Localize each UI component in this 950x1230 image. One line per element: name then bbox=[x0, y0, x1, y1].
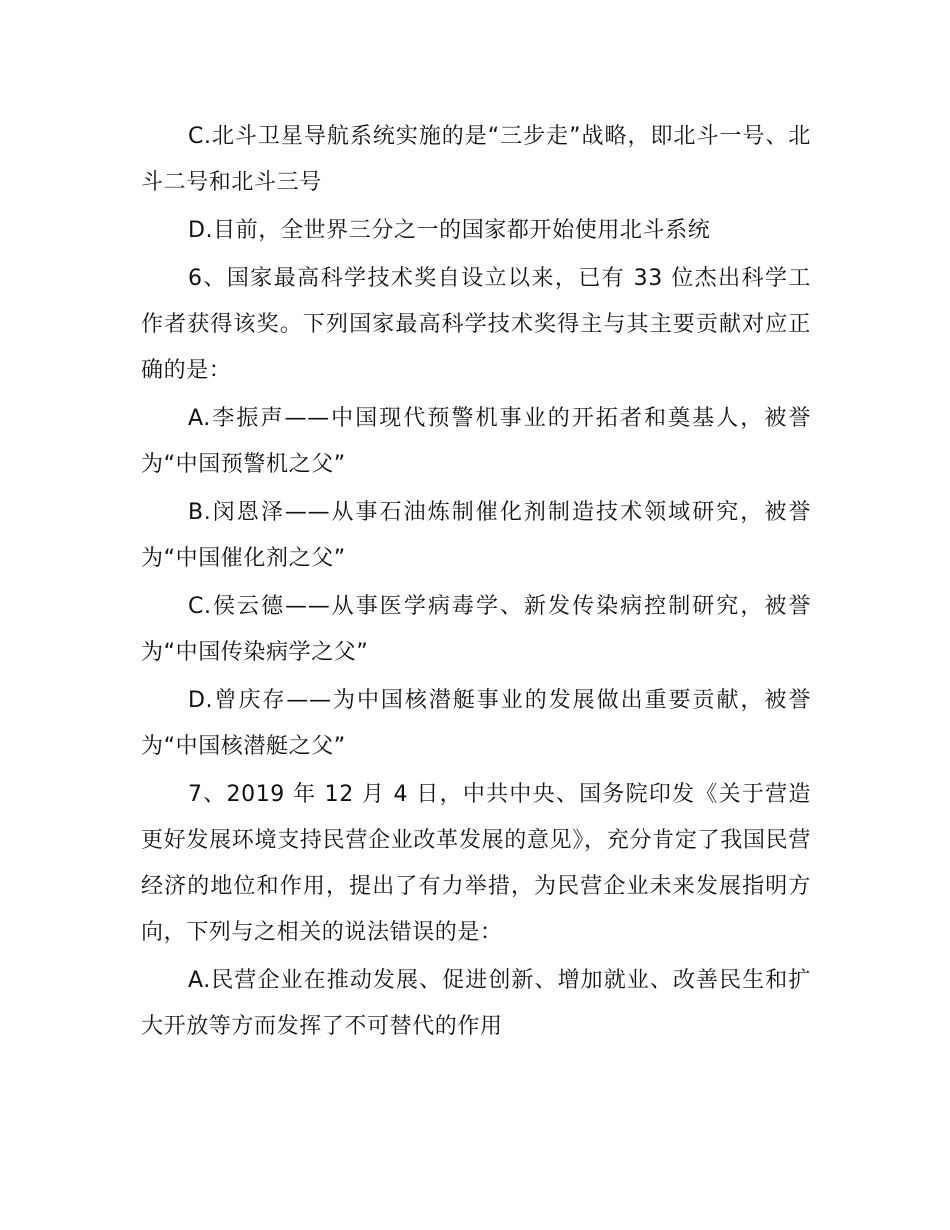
paragraph-q6-stem: 6、国家最高科学技术奖自设立以来，已有 33 位杰出科学工作者获得该奖。下列国家最高科学技术奖得主与其主要贡献对应正确的是： bbox=[141, 266, 811, 383]
paragraph-q6-option-d: D.曾庆存——为中国核潜艇事业的发展做出重要贡献，被誉为“中国核潜艇之父” bbox=[141, 688, 811, 759]
paragraph-q6-option-a: A.李振声——中国现代预警机事业的开拓者和奠基人，被誉为“中国预警机之父” bbox=[141, 406, 811, 477]
paragraph-q7-option-a: A.民营企业在推动发展、促进创新、增加就业、改善民生和扩大开放等方而发挥了不可替代的作用 bbox=[141, 968, 811, 1039]
paragraph-q6-option-c: C.侯云德——从事医学病毒学、新发传染病控制研究，被誉为“中国传染病学之父” bbox=[141, 594, 811, 665]
paragraph-q5-option-c: C.北斗卫星导航系统实施的是“三步走”战略，即北斗一号、北斗二号和北斗三号 bbox=[141, 124, 811, 195]
document-body bbox=[141, 114, 811, 1052]
paragraph-q6-option-b: B.闵恩泽——从事石油炼制催化剂制造技术领域研究，被誉为“中国催化剂之父” bbox=[141, 500, 811, 571]
paragraph-q5-option-d: D.目前，全世界三分之一的国家都开始使用北斗系统 bbox=[188, 218, 711, 243]
paragraph-q7-stem: 7、2019 年 12 月 4 日，中共中央、国务院印发《关于营造更好发展环境支持民营企业改革发展的意见》，充分肯定了我国民营经济的地位和作用，提出了有力举措，为民营企业未来发展指明方向，下列与之相关的说法错误的是： bbox=[141, 782, 811, 945]
